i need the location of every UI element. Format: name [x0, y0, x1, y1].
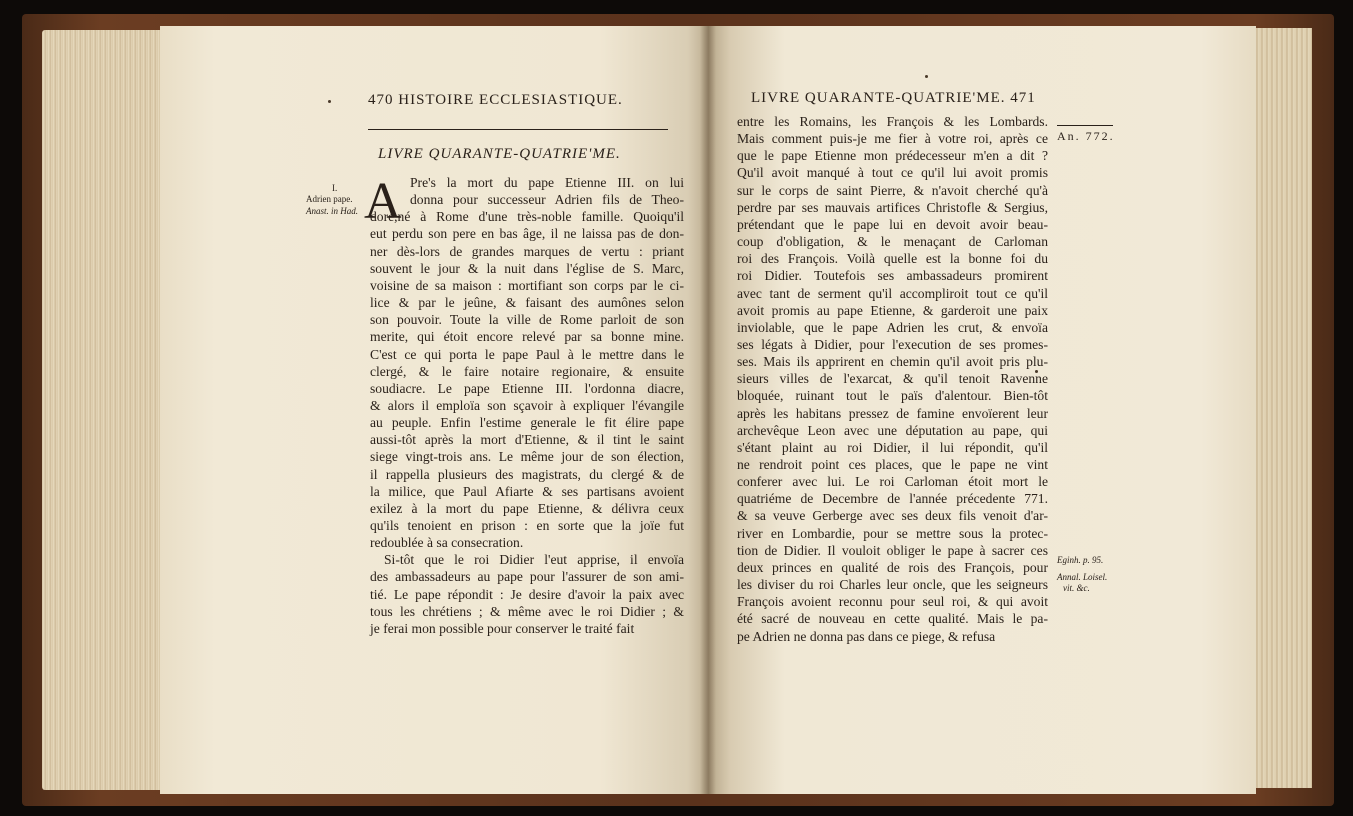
margin-note-source: vit. &c. [1063, 583, 1090, 593]
text-line: & sa veuve Gerberge avec ses deux fils venoit d'ar- [737, 508, 1048, 524]
text-line: inviolable, que le pape Adrien les crut, & envoïa [737, 319, 1048, 335]
text-line: après les habitans pressez de famine envoïerent leur [737, 405, 1048, 421]
text-line: été sacré de nouveau en cette qualité. Mais le pa- [737, 611, 1048, 627]
text-line: ses légats à Didier, pour l'execution de ses promes- [737, 336, 1048, 352]
text-line: deux princes en qualité de rois des François, pour [737, 559, 1048, 575]
text-line: pe Adrien ne donna pas dans ce piege, & refusa [737, 628, 996, 644]
text-line: les diviser du roi Charles leur oncle, que les seigneurs [737, 577, 1048, 593]
text-line: voisine de sa maison : mortifiant son corps par le ci- [370, 277, 684, 293]
text-line: lice & par le jeûne, & faisant des aumônes selon [370, 295, 684, 311]
text-line: sieurs villes de l'exarcat, & qu'il tenoit Ravenne [737, 371, 1048, 387]
margin-note-source: Annal. Loisel. [1057, 572, 1108, 582]
text-line: Pre's la mort du pape Etienne III. on lui [410, 175, 684, 190]
text-line: river en Lombardie, pour se mettre sous la protec- [737, 525, 1048, 541]
text-line: au peuple. Enfin l'estime generale le fit élire pape [370, 415, 684, 431]
text-line: tous les chrétiens ; & même avec le roi Didier ; & [370, 603, 684, 619]
text-line: sur le corps de saint Pierre, & n'avoit cherché qu'à [737, 182, 1048, 198]
text-line: conferer avec lui. Le roi Carloman étoit mort le [737, 474, 1048, 490]
book-title: LIVRE QUARANTE-QUATRIE'ME. [378, 146, 621, 162]
text-line: souvent le jour & la nuit dans l'église de S. Marc, [370, 260, 684, 276]
text-line: roi des François. Voilà quelle est la bonne foi du [737, 251, 1048, 267]
text-line: Qu'il avoit manqué à tout ce qu'il lui avoit promis [737, 165, 1048, 181]
text-line: eut perdu son pere en bas âge, il ne laissa pas de don- [370, 226, 684, 242]
margin-note-year: An. 772. [1057, 129, 1115, 143]
margin-note-topic: Adrien pape. [306, 194, 353, 204]
text-line: François avoient reconnu pour seul roi, & qui avoit [737, 594, 1048, 610]
text-line: donna pour successeur Adrien fils de Theo- [410, 192, 684, 208]
text-line: tion de Didier. Il vouloit obliger le pape à sacrer ces [737, 542, 1048, 558]
margin-dash [1057, 125, 1113, 126]
text-line: C'est ce qui porta le pape Paul à le mettre dans le [370, 346, 684, 362]
text-line: prétendant que le pape lui en devoit avoir beau- [737, 216, 1048, 232]
text-line: & alors il emploïa son sçavoir à expliquer l'évangile [370, 397, 684, 413]
text-line: avoit promis au pape Etienne, & garderoit une paix [737, 302, 1048, 318]
text-line: entre les Romains, les François & les Lombards. [737, 114, 1048, 129]
text-line: coup d'obligation, & le menaçant de Carloman [737, 234, 1048, 250]
text-line: roi Didier. Toutefois ses ambassadeurs promirent [737, 268, 1048, 284]
text-line: il rappella plusieurs des magistrats, du clergé & de [370, 466, 684, 482]
text-line: la milice, que Paul Afiarte & ses partisans avoient [370, 483, 684, 499]
ink-speck [328, 100, 331, 103]
text-line: exilez à la mort du pape Etienne, & délivra ceux [370, 500, 684, 516]
page-edges-right [1250, 28, 1312, 788]
text-line: perdre par ses mauvais artifices Christofle & Sergius, [737, 199, 1048, 215]
page-edges-left [42, 30, 170, 790]
text-line: je ferai mon possible pour conserver le traité fait [370, 620, 635, 636]
text-line: Si-tôt que le roi Didier l'eut apprise, il envoïa [384, 552, 684, 568]
book-gutter [700, 26, 716, 794]
text-line: ses. Mais ils apprirent en chemin qu'il avoit pris plu- [737, 354, 1048, 370]
text-line: Mais comment puis-je me fier à votre roi, après ce [737, 131, 1048, 147]
text-line: ner dès-lors de grandes marques de vertu : priant [370, 243, 684, 259]
text-line: aussi-tôt après la mort d'Etienne, & il tint le saint [370, 432, 684, 448]
text-line: son pouvoir. Toute la ville de Rome parloit de son [370, 312, 684, 328]
text-line: tié. Le pape répondit : Je desire d'avoir la paix avec [370, 586, 684, 602]
text-line: archevêque Leon avec une députation au pape, qui [737, 422, 1048, 438]
ink-speck [925, 75, 928, 78]
right-running-header: LIVRE QUARANTE-QUATRIE'ME. 471 [751, 90, 1036, 106]
margin-note-source: Anast. in Had. [306, 206, 359, 216]
margin-note-source: Eginh. p. 95. [1057, 555, 1104, 565]
text-line: quatriéme de Decembre de l'année précedente 771. [737, 491, 1048, 507]
text-line: soudiacre. Le pape Etienne III. l'ordonna diacre, [370, 380, 684, 396]
left-running-header: 470 HISTOIRE ECCLESIASTIQUE. [368, 92, 623, 108]
text-line: qu'ils tenoient en prison : en sorte que la joïe fut [370, 518, 684, 533]
text-line: ne rendroit point ces places, que le pape ne vint [737, 457, 1048, 472]
text-line: des ambassadeurs au pape pour l'assurer de son ami- [370, 569, 684, 585]
text-line: siege vingt-trois ans. Le même jour de son élection, [370, 449, 684, 465]
text-line: s'étant plaint au roi Didier, il lui répondit, qu'il [737, 439, 1048, 455]
text-line: que le pape Etienne mon prédecesseur m'en a dit ? [737, 148, 1048, 164]
text-line: clergé, & le faire notaire regionaire, & ensuite [370, 363, 684, 379]
header-rule [368, 129, 668, 130]
text-line: avec tant de serment qu'il accompliroit tout ce qu'il [737, 285, 1048, 301]
text-line: redoublée à sa consecration. [370, 535, 524, 551]
text-line: dore,né à Rome d'une très-noble famille. Quoiqu'il [370, 209, 684, 225]
drop-cap: A [364, 173, 402, 230]
text-line: bloquée, ruinant tout le païs d'alentour. Bien-tôt [737, 388, 1048, 404]
text-line: merite, qui étoit encore relevé par sa bonne mine. [370, 329, 684, 345]
margin-note-number: I. [332, 183, 338, 193]
